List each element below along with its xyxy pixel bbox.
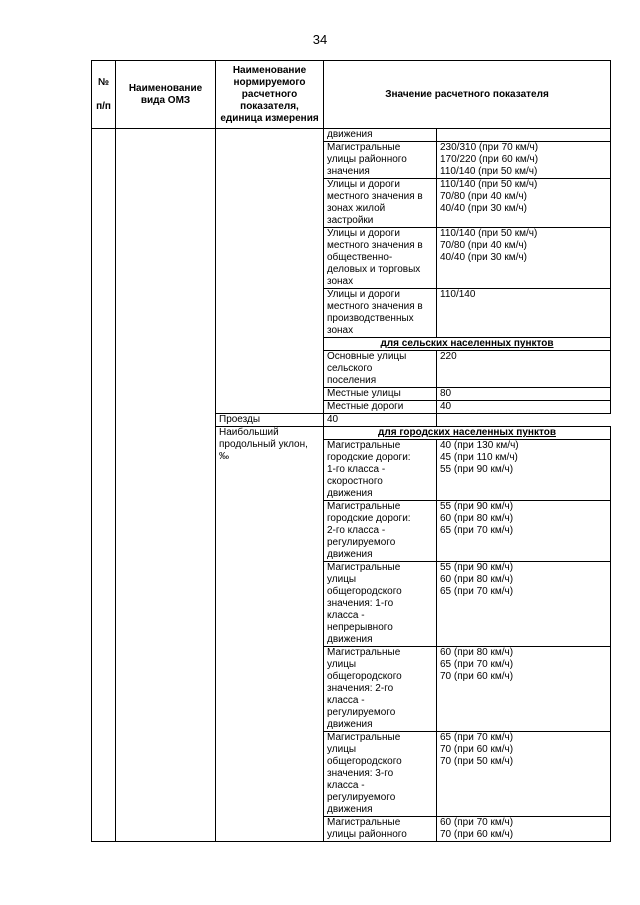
- road-value: 80: [437, 388, 611, 401]
- road-value: 55 (при 90 км/ч) 60 (при 80 км/ч) 65 (при 70 км/ч): [437, 562, 611, 647]
- road-label: Магистральные улицы районного значения: [324, 142, 437, 179]
- road-label: Местные дороги: [324, 401, 437, 414]
- road-value: 110/140 (при 50 км/ч) 70/80 (при 40 км/ч) 40/40 (при 30 км/ч): [437, 228, 611, 289]
- road-label: Основные улицы сельского поселения: [324, 351, 437, 388]
- road-label: Магистральные городские дороги: 2-го класса - регулируемого движения: [324, 501, 437, 562]
- road-label: Улицы и дороги местного значения в производственных зонах: [324, 289, 437, 338]
- road-label: Магистральные улицы районного: [324, 817, 437, 842]
- road-value: 40: [437, 401, 611, 414]
- header-kind: Наименование вида ОМЗ: [116, 61, 216, 129]
- num-cell: [92, 129, 116, 842]
- road-value: 55 (при 90 км/ч) 60 (при 80 км/ч) 65 (при 70 км/ч): [437, 501, 611, 562]
- header-value: Значение расчетного показателя: [324, 61, 611, 129]
- road-label: Проезды: [216, 414, 324, 427]
- road-value: 110/140 (при 50 км/ч) 70/80 (при 40 км/ч) 40/40 (при 30 км/ч): [437, 179, 611, 228]
- road-value: 60 (при 80 км/ч) 65 (при 70 км/ч) 70 (при 60 км/ч): [437, 647, 611, 732]
- slope-indicator-cell: Наибольший продольный уклон, ‰: [216, 427, 324, 842]
- road-label: Улицы и дороги местного значения в зонах жилой застройки: [324, 179, 437, 228]
- road-label: Магистральные улицы общегородского значения: 3-го класса - регулируемого движения: [324, 732, 437, 817]
- indicator-cell: [216, 129, 324, 414]
- header-num: № п/п: [92, 61, 116, 129]
- header-row: [92, 61, 611, 129]
- table-row: [92, 129, 611, 142]
- road-value: 65 (при 70 км/ч) 70 (при 60 км/ч) 70 (при 50 км/ч): [437, 732, 611, 817]
- road-value: [437, 129, 611, 142]
- road-value: 40 (при 130 км/ч) 45 (при 110 км/ч) 55 (при 90 км/ч): [437, 440, 611, 501]
- norms-table: [91, 60, 611, 842]
- road-label: Улицы и дороги местного значения в общественно- деловых и торговых зонах: [324, 228, 437, 289]
- kind-cell: [116, 129, 216, 842]
- page-number: 34: [312, 32, 328, 47]
- road-label: движения: [324, 129, 437, 142]
- road-label: Магистральные улицы общегородского значения: 2-го класса - регулируемого движения: [324, 647, 437, 732]
- road-label: Магистральные улицы общегородского значения: 1-го класса - непрерывного движения: [324, 562, 437, 647]
- road-value: 220: [437, 351, 611, 388]
- road-value: 40: [324, 414, 437, 427]
- road-label: Местные улицы: [324, 388, 437, 401]
- section-rural: для сельских населенных пунктов: [324, 338, 611, 351]
- road-value: 230/310 (при 70 км/ч) 170/220 (при 60 км/ч) 110/140 (при 50 км/ч): [437, 142, 611, 179]
- header-indicator: Наименование нормируемого расчетного показателя, единица измерения: [216, 61, 324, 129]
- road-value: 110/140: [437, 289, 611, 338]
- road-label: Магистральные городские дороги: 1-го класса - скоростного движения: [324, 440, 437, 501]
- section-urban: для городских населенных пунктов: [324, 427, 611, 440]
- road-value: 60 (при 70 км/ч) 70 (при 60 км/ч): [437, 817, 611, 842]
